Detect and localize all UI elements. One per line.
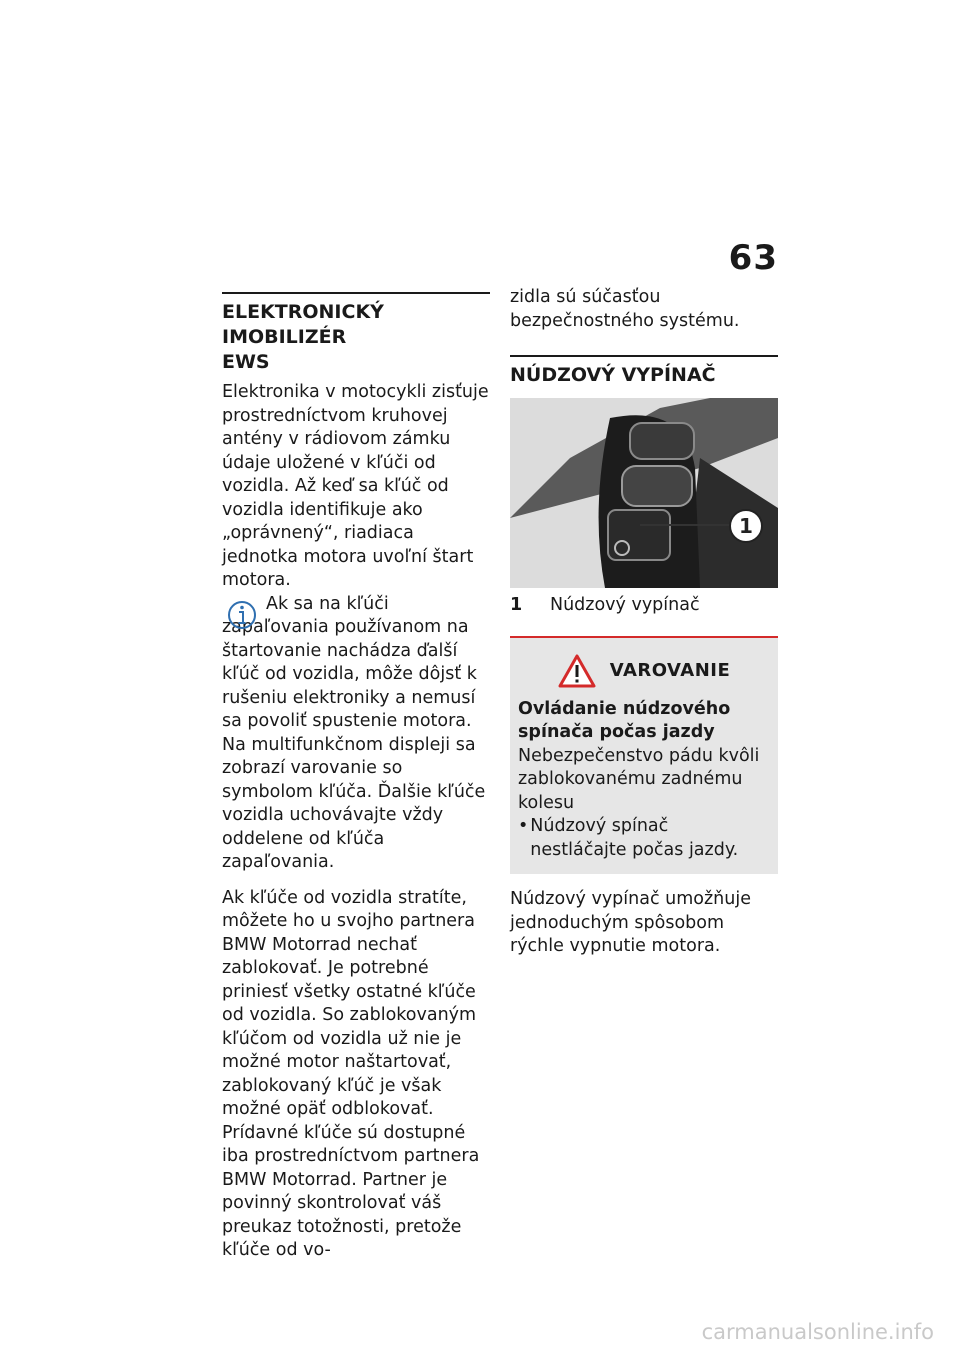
continuation-text: zidla sú súčasťou bezpečnostného systému. xyxy=(510,287,740,331)
kill-switch-paragraph: Núdzový vypínač umožňuje jednoduchým spôsobom rýchle vypnutie motora. xyxy=(510,889,751,956)
ews-paragraph-1: Elektronika v motocykli zisťuje prostredníctvom kruhovej antény v rádiovom zámku údaje uložené v kľúči od vozidla. Až keď sa kľúč od vozidla identifikuje ako „oprávnený“, riadiaca jednotka motora uvoľní štart motora. xyxy=(222,382,489,590)
warning-triangle-icon xyxy=(558,654,596,688)
info-icon xyxy=(222,595,262,635)
bullet-dot-icon: • xyxy=(518,816,529,836)
warning-text: Nebezpečenstvo pádu kvôli zablokovanému zadnému kolesu xyxy=(518,745,760,813)
right-column xyxy=(510,287,778,959)
caption-number: 1 xyxy=(510,595,523,615)
left-column xyxy=(222,292,490,1263)
section-heading-kill-switch: NÚDZOVÝ VYPÍNAČ xyxy=(510,364,716,386)
info-note xyxy=(222,593,490,875)
warning-bullet xyxy=(518,815,770,862)
heading-line-2: EWS xyxy=(222,351,270,373)
warning-title: VAROVANIE xyxy=(609,660,731,681)
warning-header xyxy=(518,652,770,690)
photo-caption xyxy=(510,594,778,618)
kill-switch-photo xyxy=(510,398,778,588)
section-heading-ews xyxy=(222,294,490,375)
warning-box xyxy=(510,636,778,875)
heading-line-1: ELEKTRONICKÝ IMOBILIZÉR xyxy=(222,301,384,348)
handlebar-switch-illustration xyxy=(510,398,778,588)
page-number: 63 xyxy=(728,238,778,278)
photo-callout-1: 1 xyxy=(739,514,753,538)
watermark: carmanualsonline.info xyxy=(701,1320,934,1344)
warning-subtitle: Ovládanie núdzového spínača počas jazdy xyxy=(518,698,731,742)
info-note-text: Ak sa na kľúči zapaľovania používanom na štartovanie nachádza ďalší kľúč od vozidla, môže dôjsť k rušeniu elektroniky a nemusí sa povoliť spustenie motora. Na multifunkčnom displeji sa zobrazí varovanie so symbolom kľúča. Ďalšie kľúče vozidla uchovávajte vždy oddelene od kľúča zapaľovania. xyxy=(222,593,486,872)
caption-text: Núdzový vypínač xyxy=(550,595,700,615)
ews-paragraph-2: Ak kľúče od vozidla stratíte, môžete ho u svojho partnera BMW Motorrad nechať zablokovať. Je potrebné priniesť všetky ostatné kľúče od vozidla. So zablokovaným kľúčom od vozidla už nie je možné motor naštartovať, zablokovaný kľúč je však možné opäť odblokovať. Prídavné kľúče sú dostupné iba prostredníctvom partnera BMW Motorrad. Partner je povinný skontrolovať váš preukaz totožnosti, pretože kľúče od vo- xyxy=(222,887,480,1260)
warning-bullet-text: Núdzový spínač nestláčajte počas jazdy. xyxy=(530,816,739,860)
